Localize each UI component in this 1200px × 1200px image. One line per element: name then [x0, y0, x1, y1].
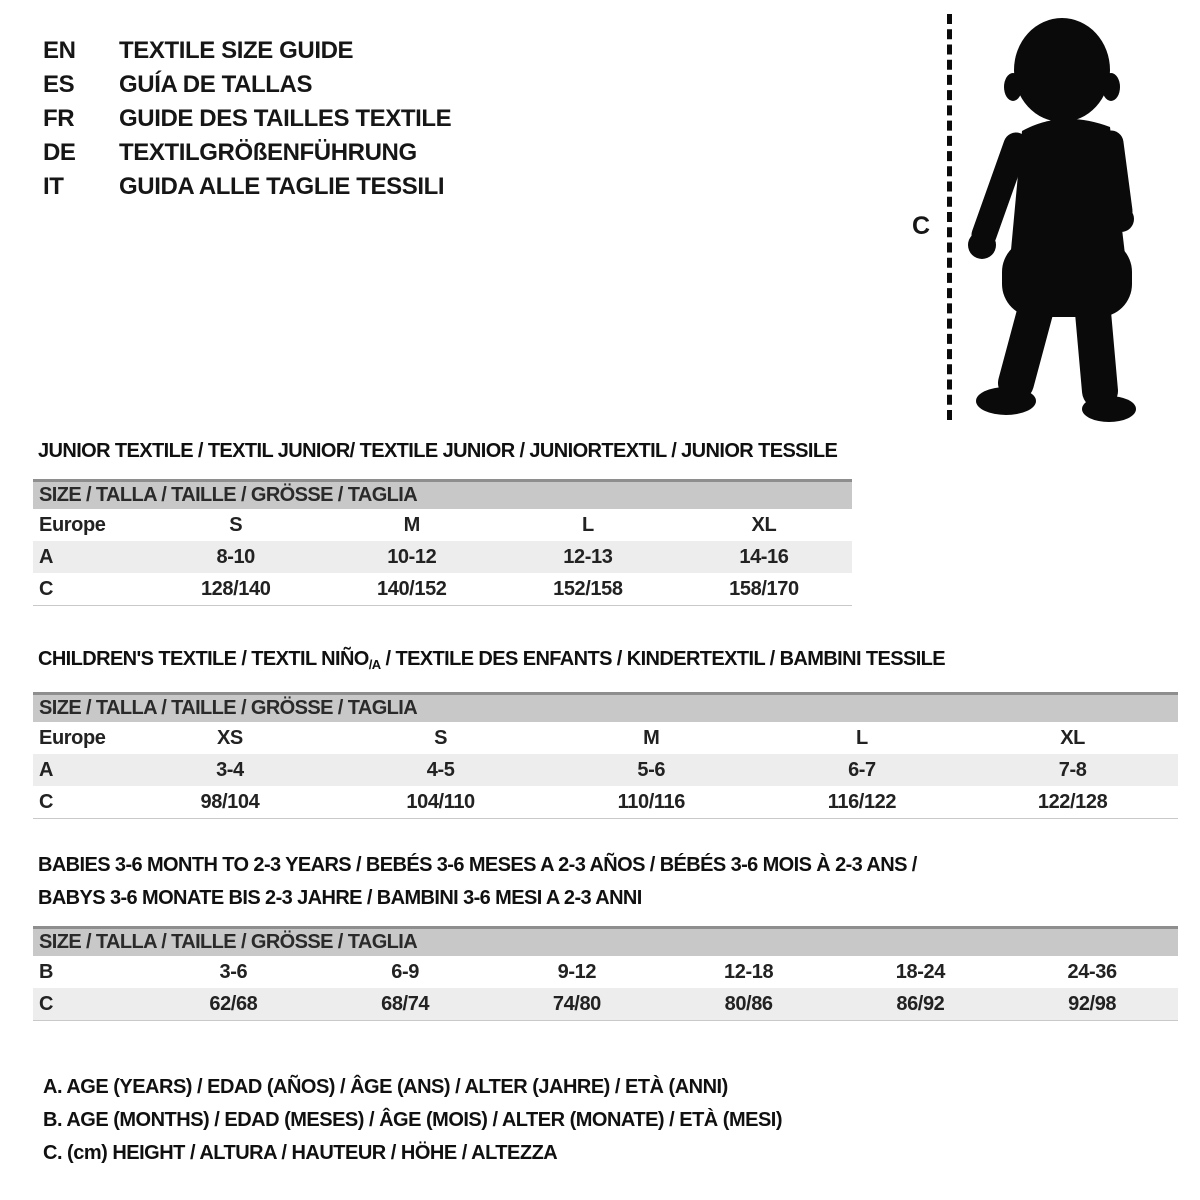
size-cell: M — [643, 727, 660, 749]
section-title — [38, 643, 1178, 681]
height-measure-dashed-line — [947, 14, 952, 420]
section-title-line — [38, 643, 1178, 681]
size-cell: 110/116 — [617, 791, 685, 813]
size-cell: 116/122 — [827, 791, 897, 813]
language-row — [43, 34, 451, 68]
size-cell: 6-7 — [848, 759, 876, 781]
size-cell: XL — [751, 514, 777, 536]
row-label: Europe — [39, 727, 106, 749]
size-cell: XS — [216, 727, 243, 749]
size-cell: 62/68 — [209, 993, 258, 1015]
legend-line: A. AGE (YEARS) / EDAD (AÑOS) / ÂGE (ANS) / ALTER (JAHRE) / ETÀ (ANNI) — [43, 1076, 728, 1098]
size-cell: 74/80 — [552, 993, 601, 1015]
size-cell: 12-13 — [563, 546, 613, 568]
language-code: DE — [43, 139, 76, 166]
size-cell: L — [581, 514, 594, 536]
size-cell: 4-5 — [426, 759, 455, 781]
language-code: EN — [43, 37, 76, 64]
language-title: TEXTILE SIZE GUIDE — [119, 37, 354, 64]
size-cell: 122/128 — [1037, 791, 1108, 813]
size-cell: XL — [1060, 727, 1085, 749]
section-junior-textile — [33, 435, 852, 606]
row-label: C — [39, 578, 54, 600]
size-table-header: SIZE / TALLA / TAILLE / GRÖSSE / TAGLIA — [33, 479, 852, 509]
size-cell: M — [403, 514, 420, 536]
size-table-header: SIZE / TALLA / TAILLE / GRÖSSE / TAGLIA — [33, 926, 1178, 956]
size-cell: 24-36 — [1067, 961, 1117, 983]
size-table-body — [33, 956, 1178, 1020]
size-cell: 140/152 — [377, 578, 447, 600]
size-cell: 7-8 — [1058, 759, 1087, 781]
legend-line: B. AGE (MONTHS) / EDAD (MESES) / ÂGE (MOIS) / ALTER (MONATE) / ETÀ (MESI) — [43, 1109, 783, 1131]
table-row — [33, 956, 1178, 988]
size-cell: L — [856, 727, 868, 749]
size-cell: 86/92 — [896, 993, 945, 1015]
section-childrens-textile — [33, 643, 1178, 819]
size-cell: 152/158 — [553, 578, 623, 600]
language-code: FR — [43, 105, 75, 132]
language-title: GUÍA DE TALLAS — [119, 71, 313, 98]
table-row — [33, 573, 852, 605]
section-title-line — [38, 435, 852, 468]
legend-line: C. (cm) HEIGHT / ALTURA / HAUTEUR / HÖHE / ALTEZZA — [43, 1142, 558, 1164]
language-code: IT — [43, 173, 64, 200]
size-cell: S — [434, 727, 448, 749]
size-table — [33, 926, 1178, 1021]
language-row — [43, 102, 451, 136]
section-title-line — [38, 882, 1178, 915]
size-cell: 80/86 — [724, 993, 773, 1015]
size-table — [33, 692, 1178, 819]
row-label: Europe — [39, 514, 106, 536]
size-cell: 6-9 — [391, 961, 419, 983]
table-row — [33, 754, 1178, 786]
size-cell: 5-6 — [637, 759, 666, 781]
size-cell: 18-24 — [895, 961, 945, 983]
row-label: C — [39, 791, 54, 813]
row-label: A — [39, 759, 54, 781]
table-row — [33, 509, 852, 541]
language-row — [43, 136, 451, 170]
language-row — [43, 170, 451, 204]
title-text: BABIES 3-6 MONTH TO 2-3 YEARS / BEBÉS 3-6 MESES A 2-3 AÑOS / BÉBÉS 3-6 MOIS À 2-3 ANS / — [38, 854, 917, 876]
size-cell: 8-10 — [216, 546, 255, 568]
size-cell: 10-12 — [387, 546, 437, 568]
section-title — [38, 849, 1178, 915]
size-cell: 92/98 — [1068, 993, 1117, 1015]
title-text: JUNIOR TEXTILE / TEXTIL JUNIOR/ TEXTILE JUNIOR / JUNIORTEXTIL / JUNIOR TESSILE — [38, 440, 838, 462]
title-text: BABYS 3-6 MONATE BIS 2-3 JAHRE / BAMBINI 3-6 MESI A 2-3 ANNI — [38, 887, 642, 909]
size-table — [33, 479, 852, 606]
size-cell: 68/74 — [381, 993, 430, 1015]
size-table-body — [33, 509, 852, 605]
subscript-text: /A — [368, 657, 381, 672]
language-list — [43, 34, 451, 204]
legend — [43, 1071, 782, 1170]
size-cell: 9-12 — [557, 961, 597, 983]
language-title: GUIDA ALLE TAGLIE TESSILI — [119, 173, 445, 200]
size-cell: 98/104 — [200, 791, 260, 813]
section-babies-textile — [33, 849, 1178, 1021]
table-row — [33, 988, 1178, 1020]
size-cell: 3-6 — [219, 961, 248, 983]
section-title — [38, 435, 852, 468]
size-cell: 3-4 — [216, 759, 244, 781]
table-row — [33, 541, 852, 573]
table-row — [33, 786, 1178, 818]
size-table-body — [33, 722, 1178, 818]
language-title: GUIDE DES TAILLES TEXTILE — [119, 105, 452, 132]
row-label: A — [39, 546, 54, 568]
size-cell: 104/110 — [406, 791, 475, 813]
title-text: CHILDREN'S TEXTILE / TEXTIL NIÑO — [38, 648, 369, 670]
title-text: / TEXTILE DES ENFANTS / KINDERTEXTIL / BAMBINI TESSILE — [380, 648, 946, 670]
size-cell: 14-16 — [739, 546, 789, 568]
toddler-silhouette-icon — [962, 13, 1158, 425]
row-label: C — [39, 993, 54, 1015]
language-code: ES — [43, 71, 75, 98]
size-cell: 158/170 — [729, 578, 799, 600]
section-title-line — [38, 849, 1178, 882]
language-title: TEXTILGRÖßENFÜHRUNG — [119, 139, 417, 166]
size-cell: S — [229, 514, 243, 536]
size-cell: 12-18 — [724, 961, 774, 983]
language-row — [43, 68, 451, 102]
size-cell: 128/140 — [200, 578, 271, 600]
size-table-header: SIZE / TALLA / TAILLE / GRÖSSE / TAGLIA — [33, 692, 1178, 722]
table-row — [33, 722, 1178, 754]
height-measure-label: C — [912, 212, 930, 240]
row-label: B — [39, 961, 54, 983]
